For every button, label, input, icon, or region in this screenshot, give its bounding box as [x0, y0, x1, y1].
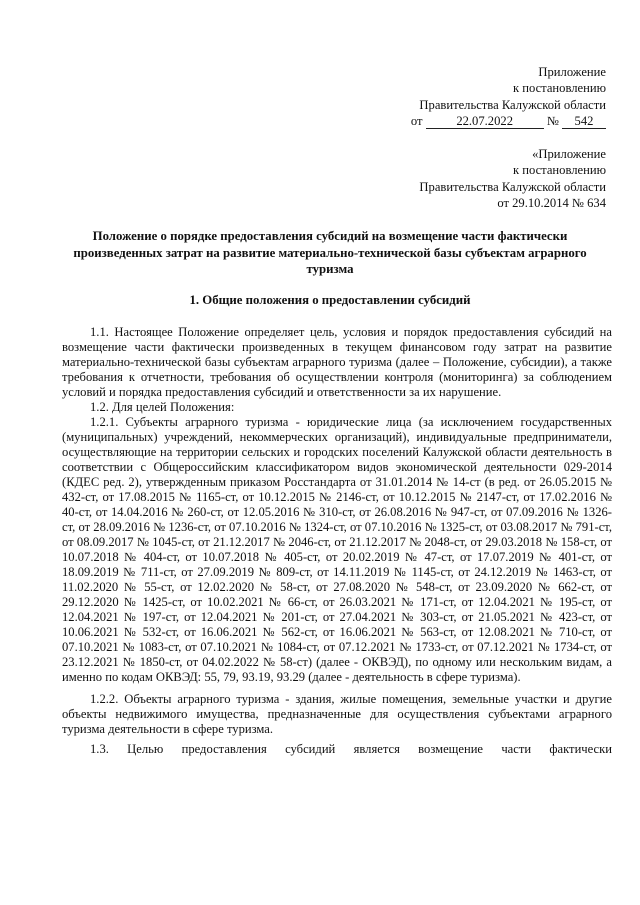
paragraph-1-1: 1.1. Настоящее Положение определяет цель, условия и порядок предоставления субсидий на возмещение части фактически произведенных в текущем финансовом году затрат на развитие материально-технической базы субъектам аграрного туризма (далее – Положение, субсидии), а также требования к отчетности, требования об осуществлении контроля (мониторинга) за соблюдением условий и порядка предоставления субсидий и ответственности за их нарушение. [62, 325, 612, 399]
annex-government: Правительства Калужской области [419, 97, 606, 112]
paragraph-1-3: 1.3. Целью предоставления субсидий является возмещение части фактически [90, 742, 612, 756]
previous-annex-header [419, 146, 606, 212]
prev-annex-date: от 29.10.2014 № 634 [497, 196, 606, 211]
annex-date: 22.07.2022 [426, 114, 544, 129]
section-heading: 1. Общие положения о предоставлении субсидий [189, 293, 471, 307]
paragraph-1-2-2: 1.2.2. Объекты аграрного туризма - здания, жилые помещения, земельные участки и другие объекты недвижимого имущества, предназначенные для осуществления субъектами аграрного туризма деятельности в сфере туризма. [62, 692, 612, 736]
annex-date-prefix: от [410, 114, 423, 129]
document-body [62, 325, 612, 757]
prev-annex-government: Правительства Калужской области [419, 179, 606, 194]
annex-number-sign: № [546, 114, 559, 129]
paragraph-1-2-1: 1.2.1. Субъекты аграрного туризма - юридические лица (за исключением государственных (муниципальных) учреждений, некоммерческих организаций), индивидуальные предприниматели, осуществляющие на территории сельских и городских поселений Калужской области деятельность в соответствии с Общероссийским классификатором видов экономической деятельности 029-2014 (КДЕС ред. 2), утвержденным приказом Росстандарта от 31.01.2014 № 14-ст (в ред. от 26.05.2015 № 432-ст, от 17.08.2015 № 1165-ст, от 10.12.2015 № 2146-ст, от 10.12.2015 № 2147-ст, от 17.02.2016 № 40-ст, от 14.04.2016 № 260-ст, от 12.05.2016 № 310-ст, от 26.08.2016 № 947-ст, от 07.09.2016 № 1326-ст, от 28.09.2016 № 1236-ст, от 07.10.2016 № 1324-ст, от 07.10.2016 № 1325-ст, от 03.08.2017 № 791-ст, от 08.09.2017 № 1045-ст, от 21.12.2017 № 2046-ст, от 21.12.2017 № 2048-ст, от 29.03.2018 № 158-ст, от 10.07.2018 № 404-ст, от 10.07.2018 № 405-ст, от 20.02.2019 № 47-ст, от 17.07.2019 № 401-ст, от 18.09.2019 № 711-ст, от 27.09.2019 № 809-ст, от 14.11.2019 № 1145-ст, от 24.12.2019 № 1463-ст, от 11.02.2020 № 55-ст, от 12.02.2020 № 58-ст, от 27.08.2020 № 548-ст, от 23.09.2020 № 662-ст, от 29.12.2020 № 1425-ст, от 10.02.2021 № 66-ст, от 26.03.2021 № 171-ст, от 12.04.2021 № 195-ст, от 12.04.2021 № 197-ст, от 12.04.2021 № 201-ст, от 27.04.2021 № 303-ст, от 21.05.2021 № 423-ст, от 10.06.2021 № 532-ст, от 16.06.2021 № 562-ст, от 16.06.2021 № 563-ст, от 12.08.2021 № 710-ст, от 07.10.2021 № 1083-ст, от 07.10.2021 № 1084-ст, от 07.12.2021 № 1733-ст, от 07.12.2021 № 1734-ст, от 23.12.2021 № 1850-ст, от 04.02.2022 № 58-ст) (далее - ОКВЭД), по одному или нескольким видам, а именно по кодам ОКВЭД: 55, 79, 93.19, 93.29 (далее - деятельность в сфере туризма). [62, 415, 612, 684]
annex-number: 542 [562, 114, 606, 129]
prev-annex-label: «Приложение [532, 147, 606, 161]
prev-annex-resolution-ref: к постановлению [512, 163, 606, 178]
annex-date-line [411, 113, 606, 129]
annex-header [411, 64, 606, 130]
paragraph-1-2: 1.2. Для целей Положения: [90, 400, 235, 414]
document-title: Положение о порядке предоставления субсидий на возмещение части фактически произведенных затрат на развитие материально-технической базы субъектам аграрного туризма [73, 229, 587, 276]
annex-label: Приложение [538, 65, 606, 79]
annex-resolution-ref: к постановлению [512, 81, 606, 96]
